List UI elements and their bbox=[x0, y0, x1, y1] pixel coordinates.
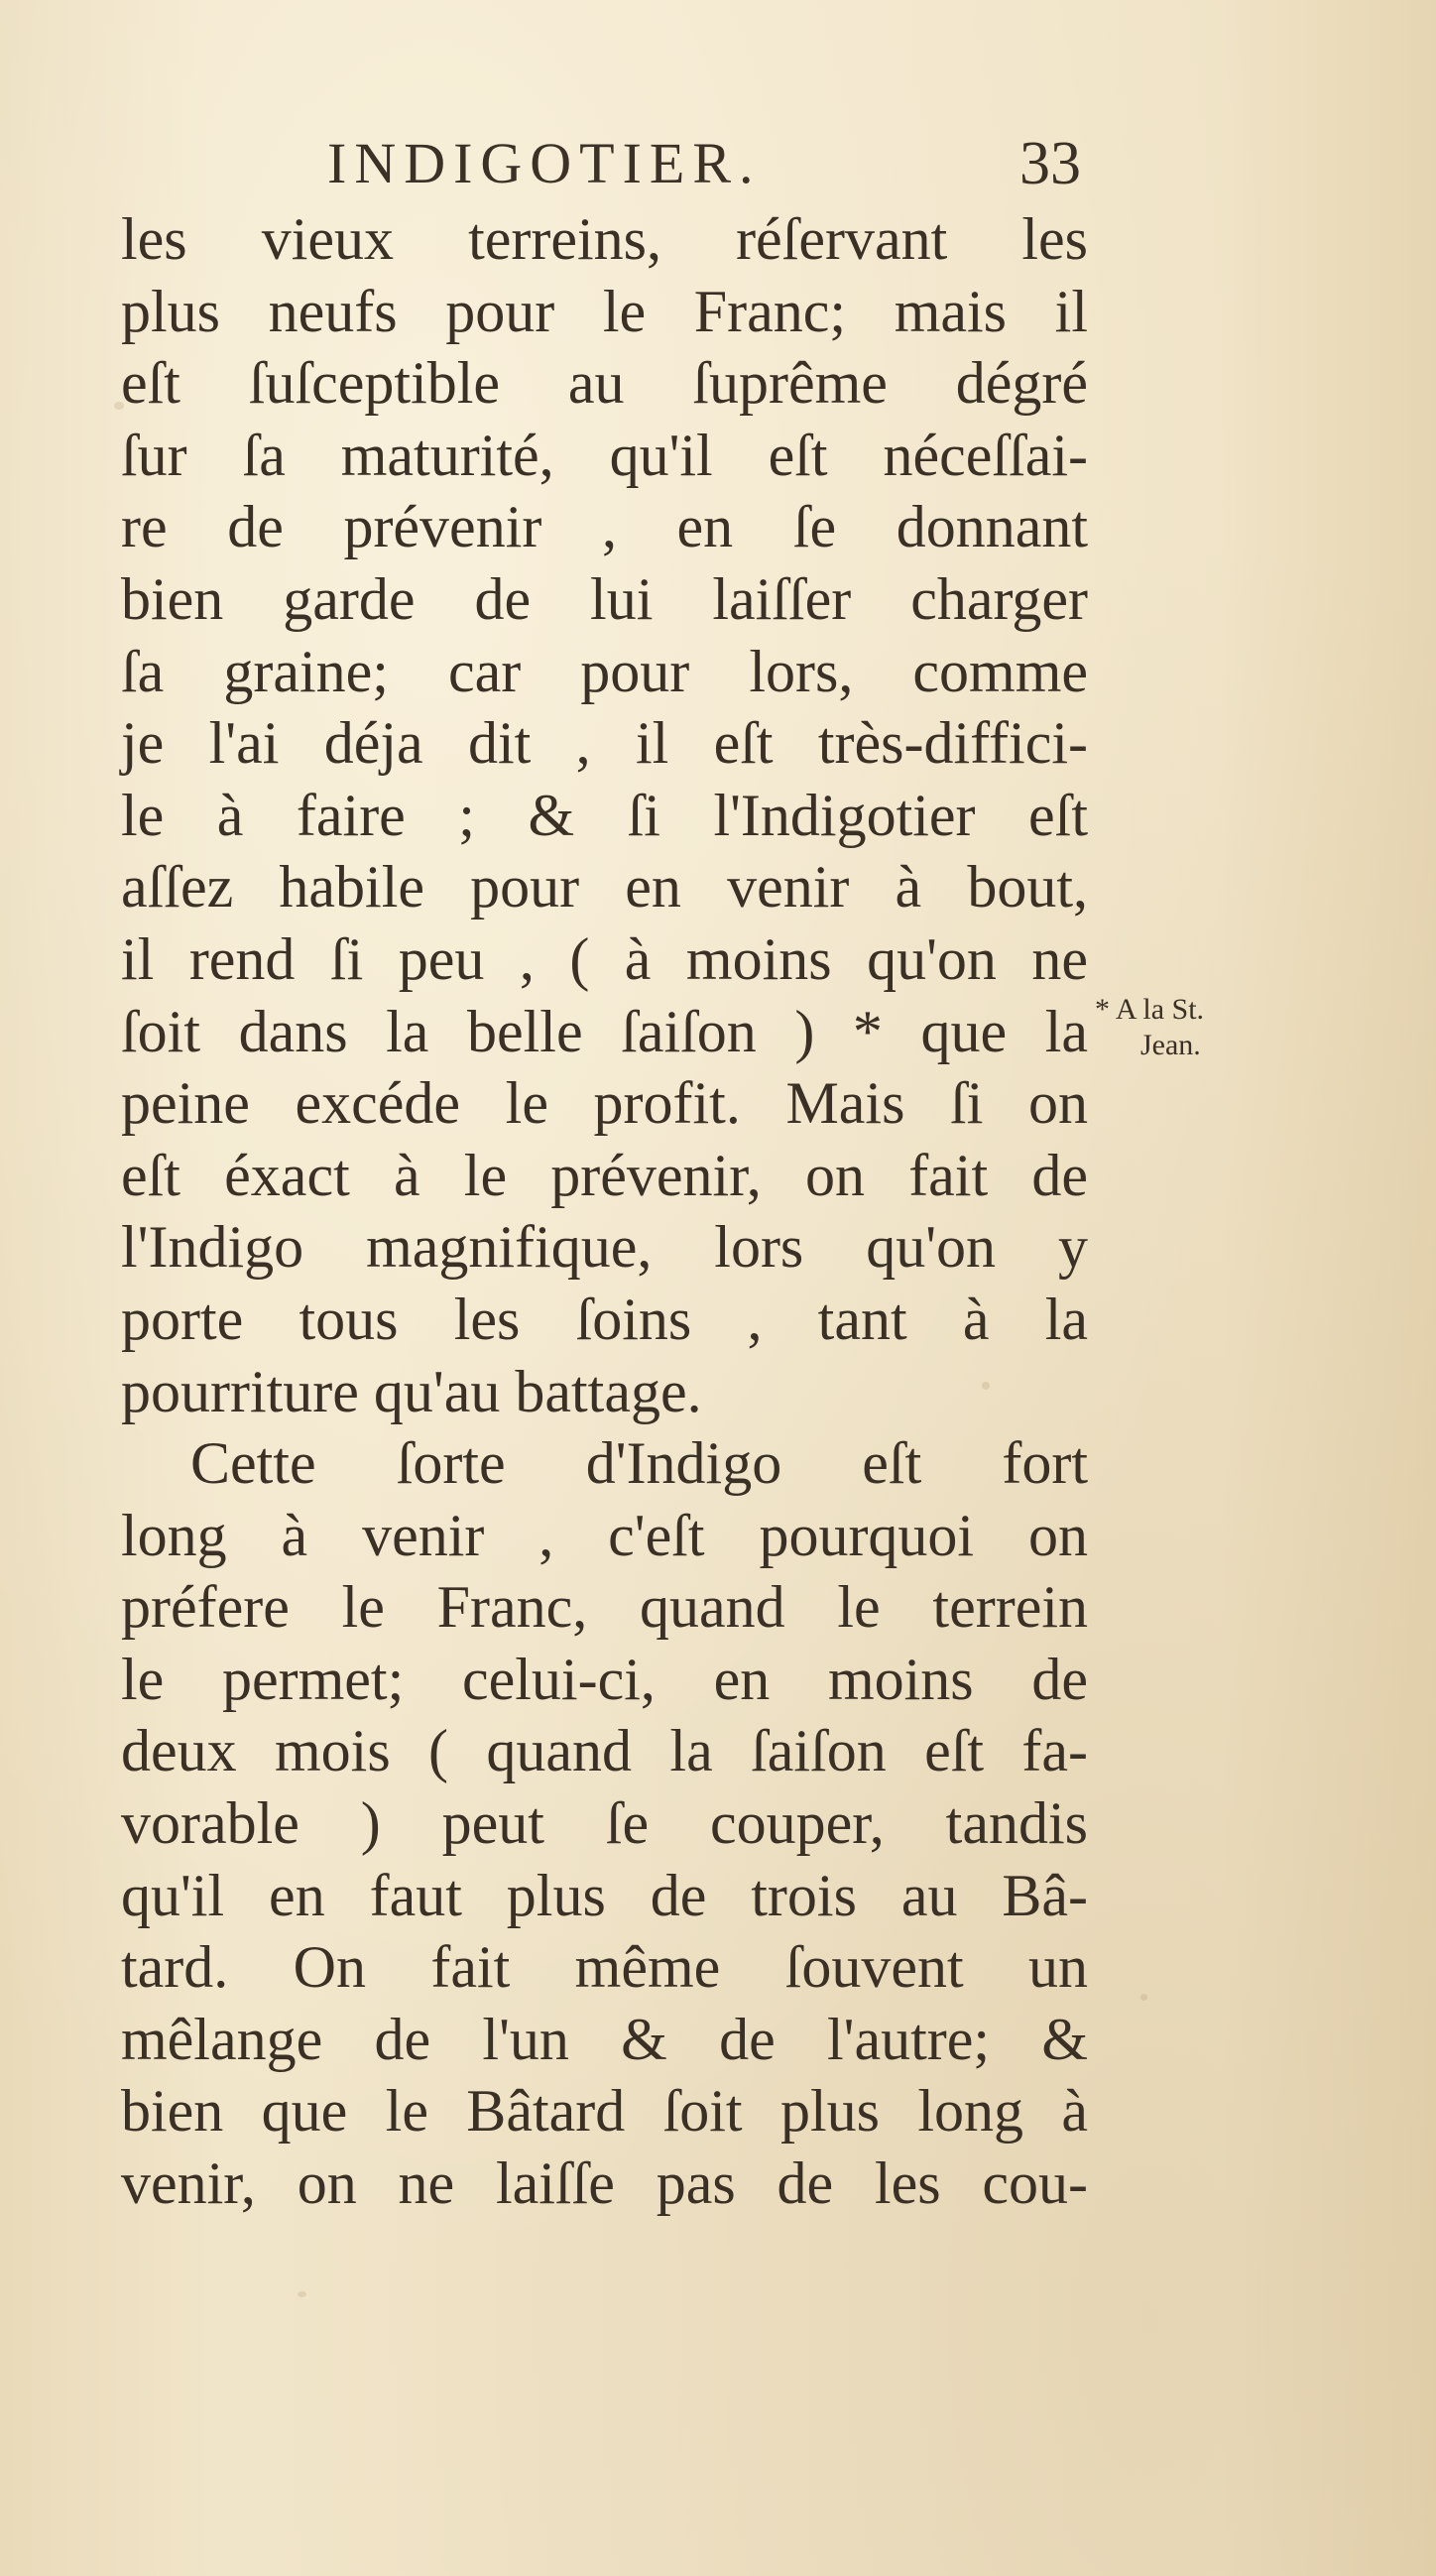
text-line: eſt ſuſceptible au ſuprême dégré bbox=[121, 350, 1088, 417]
text-line: ſur ſa maturité, qu'il eſt néceſſai- bbox=[121, 422, 1088, 488]
text-line: bien que le Bâtard ſoit plus long à bbox=[121, 2078, 1088, 2145]
text-line: bien garde de lui laiſſer charger bbox=[121, 565, 1088, 632]
text-line: ſa graine; car pour lors, comme bbox=[121, 638, 1088, 704]
text-line: venir, on ne laiſſe pas de les cou- bbox=[121, 2150, 1088, 2217]
text-line: le à faire ; & ſi l'Indigotier eſt bbox=[121, 782, 1088, 848]
text-line-paragraph-end: pourriture qu'au battage. bbox=[121, 1358, 702, 1424]
text-line: je l'ai déja dit , il eſt très-diffici- bbox=[121, 710, 1088, 777]
margin-footnote bbox=[1095, 992, 1254, 1063]
paper-stain bbox=[298, 2291, 306, 2297]
body-text bbox=[121, 203, 1088, 2220]
text-line-paragraph-start: Cette ſorte d'Indigo eſt fort bbox=[190, 1430, 1088, 1497]
text-line: peine excéde le profit. Mais ſi on bbox=[121, 1070, 1088, 1137]
text-line: les vieux terreins, réſervant les bbox=[121, 206, 1088, 272]
text-line: l'Indigo magnifique, lors qu'on y bbox=[121, 1214, 1088, 1281]
text-line: porte tous les ſoins , tant à la bbox=[121, 1286, 1088, 1352]
text-line: mêlange de l'un & de l'autre; & bbox=[121, 2006, 1088, 2072]
text-line: long à venir , c'eſt pourquoi on bbox=[121, 1502, 1088, 1568]
margin-note-line: Jean. bbox=[1140, 1029, 1201, 1061]
text-line: re de prévenir , en ſe donnant bbox=[121, 494, 1088, 560]
text-line: qu'il en faut plus de trois au Bâ- bbox=[121, 1862, 1088, 1928]
margin-note-line: * A la St. bbox=[1095, 993, 1205, 1026]
text-line: vorable ) peut ſe couper, tandis bbox=[121, 1790, 1088, 1857]
page-number: 33 bbox=[1019, 130, 1081, 197]
paper-stain bbox=[1140, 1994, 1147, 2001]
page-header bbox=[327, 124, 1081, 203]
text-line: plus neufs pour le Franc; mais il bbox=[121, 278, 1088, 344]
text-line: deux mois ( quand la ſaiſon eſt fa- bbox=[121, 1718, 1088, 1784]
text-line: tard. On fait même ſouvent un bbox=[121, 1934, 1088, 2001]
text-line: le permet; celui-ci, en moins de bbox=[121, 1646, 1088, 1712]
text-line: eſt éxact à le prévenir, on fait de bbox=[121, 1142, 1088, 1208]
text-line: ſoit dans la belle ſaiſon ) * que la bbox=[121, 998, 1088, 1064]
text-line: préfere le Franc, quand le terrein bbox=[121, 1574, 1088, 1641]
text-line: il rend ſi peu , ( à moins qu'on ne bbox=[121, 925, 1088, 992]
text-line: aſſez habile pour en venir à bout, bbox=[121, 854, 1088, 920]
running-title: INDIGOTIER. bbox=[327, 131, 762, 195]
